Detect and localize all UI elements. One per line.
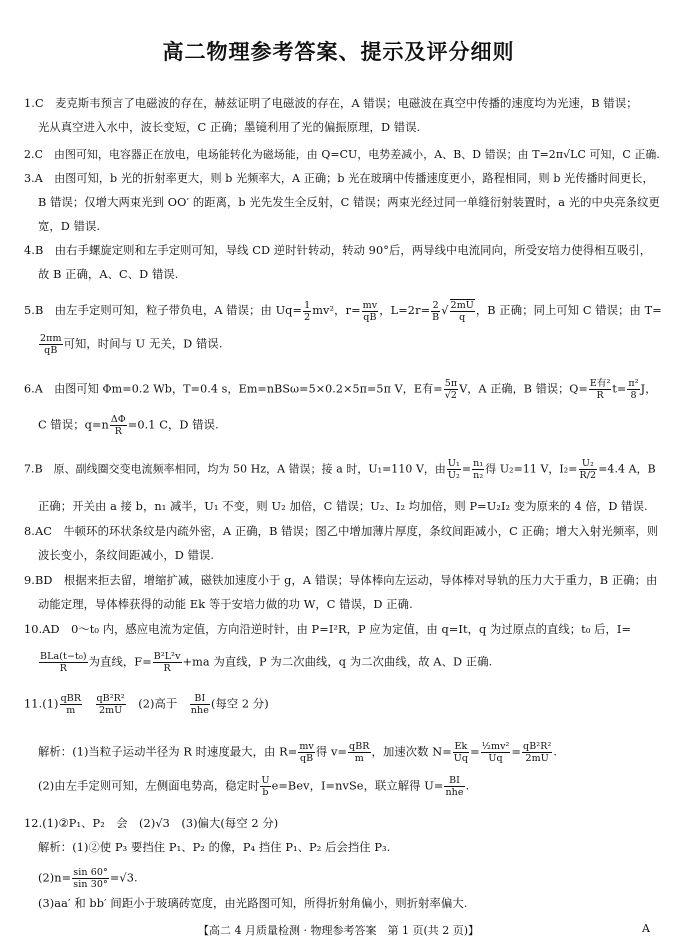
answer-1-line-2: 光从真空进入水中，波长变短，C 正确；墨镜利用了光的偏振原理，D 错误.	[38, 121, 421, 134]
answer-3-line-3: 宽，D 错误.	[38, 220, 101, 233]
text-segment: ，L=2r=	[379, 304, 431, 317]
fraction: $\frac{\text{B²L²v}}{R}$	[153, 651, 181, 674]
answer-6-line-2	[38, 414, 219, 437]
text-segment: =	[470, 745, 480, 759]
text-segment: (2)n=	[38, 871, 72, 885]
text-segment: t=	[612, 382, 627, 396]
fraction: $\frac{\text{qBR}}{m}$	[60, 693, 82, 716]
text-segment: (2)高于	[138, 697, 178, 711]
answer-12-line-1: 12.(1)②P₁、P₂ 会 (2)√3 (3)偏大(每空 2 分)	[24, 817, 279, 830]
text-segment: J，	[640, 382, 657, 396]
answer-11-line-2	[38, 741, 557, 764]
answer-10-line-1: 10.AD 0～t₀ 内，感应电流为定值，方向沿逆时针，由 P=I²R，P 应为定值，由 q=It，q 为过原点的直线；t₀ 后，I=	[24, 623, 632, 636]
answer-7-line-1	[24, 458, 656, 481]
answer-12-line-3	[38, 867, 138, 890]
answer-9-line-1: 9.BD 根据来拒去留，增缩扩减，磁铁加速度小于 g，A 错误；导体棒向左运动，导体棒对导轨的压力大于重力，B 正确；由	[24, 574, 658, 587]
text-segment: 为直线，F=	[88, 655, 152, 669]
text-segment: ，加速次数 N=	[371, 745, 452, 759]
answer-4-line-2: 故 B 正确，A、C、D 错误.	[38, 268, 179, 281]
fraction: $\frac{\text{E有²}}{R}$	[589, 378, 611, 401]
text-segment: 5.B 由左手定则可知，粒子带负电，A 错误；由 Uq=	[24, 304, 303, 317]
answer-5-line-2	[38, 333, 223, 356]
text-segment: 6.A 由图可知 Φm=0.2 Wb，T=0.4 s，Em=nBSω=5×0.2×5π=5π V，E有=	[24, 382, 443, 396]
text-segment: =0.1 C，D 错误.	[127, 418, 219, 432]
fraction: $\frac{1}{2}$	[304, 299, 311, 323]
page-footer: 【高二 4 月质量检测 · 物理参考答案 第 1 页(共 2 页)】	[197, 924, 480, 937]
answer-11-line-1	[24, 693, 269, 716]
paper-version: A	[642, 922, 650, 935]
fraction: $\frac{\sin 60^\circ}{\sin 30^\circ}$	[73, 867, 108, 890]
answer-4-line-1: 4.B 由右手螺旋定则和左手定则可知，导线 CD 逆时针转动，转动 90°后，两导线中电流同向，所受安培力使得相互吸引，	[24, 244, 652, 257]
text-segment: V，A 正确，B 错误；Q=	[459, 382, 588, 396]
answer-8-line-2: 波长变小，条纹间距减小，D 错误.	[38, 549, 215, 562]
text-segment: 解析：(1)当粒子运动半径为 R 时速度最大，由 R=	[38, 745, 298, 759]
fraction: $\frac{5\pi}{√2}$	[444, 378, 458, 401]
answer-1-line-1: 1.C 麦克斯韦预言了电磁波的存在，赫兹证明了电磁波的存在，A 错误；电磁波在真空中传播的速度均为光速，B 错误；	[24, 97, 638, 110]
text-segment: 7.B 原、副线圈交变电流频率相同，均为 50 Hz，A 错误；接 a 时，U₁=110 V，由	[24, 462, 446, 476]
text-segment: 得 U₂=11 V，I₂=	[485, 462, 578, 476]
text-segment: (每空 2 分)	[210, 697, 269, 711]
text-segment: 得 v=	[315, 745, 348, 759]
fraction: $\frac{\text{U₁}}{\text{U₂}}$	[447, 458, 460, 481]
text-segment: C 错误；q=n	[38, 418, 109, 432]
answer-12-line-2: 解析：(1)②使 P₃ 要挡住 P₁、P₂ 的像，P₄ 挡住 P₁、P₂ 后会挡住 P₃.	[38, 841, 391, 854]
fraction: $\frac{\text{qBR}}{m}$	[349, 741, 370, 764]
fraction: $\frac{BI}{\text{nhe}}$	[445, 775, 464, 798]
answer-3-line-1: 3.A 由图可知，b 光的折射率更大，则 b 光频率大，A 正确；b 光在玻璃中传播速度更小，路程相同，则 b 光传播时间更长，	[24, 172, 654, 185]
fraction: $\frac{\Delta\Phi}{R}$	[110, 414, 126, 437]
fraction: $\frac{\text{U₂}}{R/2}$	[579, 458, 597, 481]
fraction: $\frac{BI}{\text{nhe}}$	[190, 693, 209, 716]
fraction: $\frac{2mU}{q}$	[450, 300, 474, 323]
fraction: $\frac{\text{½mv²}}{Uq}$	[481, 741, 510, 764]
fraction: $\frac{mv}{qB}$	[362, 299, 378, 323]
text-segment: +ma 为直线，P 为二次曲线，q 为二次曲线，故 A、D 正确.	[182, 655, 493, 669]
answer-5-line-1	[24, 299, 662, 323]
text-segment: e=Bev，I=nvSe，联立解得 U=	[271, 779, 444, 793]
text-segment: =√3.	[109, 871, 138, 885]
text-segment: .	[465, 779, 470, 793]
answer-6-line-1	[24, 378, 656, 401]
text-segment: (2)由左手定则可知，左侧面电势高，稳定时	[38, 779, 260, 793]
text-segment: .	[553, 745, 558, 759]
fraction: $\frac{mv}{qB}$	[299, 741, 314, 764]
text-segment: ，B 正确；同上可知 C 错误；由 T=	[475, 304, 662, 317]
answer-11-line-3	[38, 775, 469, 798]
page-title: 高二物理参考答案、提示及评分细则	[162, 40, 515, 64]
answer-10-line-2	[38, 651, 492, 674]
fraction: $\frac{2\pi m}{qB}$	[40, 333, 62, 356]
text-segment: mv²，r=	[312, 304, 361, 317]
answer-3-line-2: B 错误；仅增大两束光到 OO′ 的距离，b 光先发生全反射，C 错误；两束光经过同一单缝衍射装置时，a 光的中央亮条纹更	[38, 196, 660, 209]
answer-2-line-1: 2.C 由图可知，电容器正在放电，电场能转化为磁场能，由 Q=CU，电势差减小，A、B、D 错误；由 T=2π√LC 可知，C 正确.	[24, 148, 660, 161]
text-segment: 可知，时间与 U 无关，D 错误.	[63, 337, 223, 351]
text-segment: =	[461, 462, 472, 476]
text-segment: 11.(1)	[24, 697, 59, 711]
answer-7-line-2: 正确；开关由 a 接 b，n₁ 减半，U₁ 不变，则 U₂ 加倍，C 错误；U₂、I₂ 均加倍，则 P=U₂I₂ 变为原来的 4 倍，D 错误.	[38, 500, 648, 513]
answer-12-line-4: (3)aa′ 和 bb′ 间距小于玻璃砖宽度，由光路图可知，所得折射角偏小，则折射率偏大.	[38, 897, 468, 910]
fraction: $\frac{\text{qB²R²}}{2mU}$	[96, 693, 125, 716]
fraction: $\frac{\text{π²}}{8}$	[628, 378, 639, 401]
text-segment: =4.4 A，B	[598, 462, 656, 476]
answer-8-line-1: 8.AC 牛顿环的环状条纹是内疏外密，A 正确，B 错误；图乙中增加薄片厚度，条纹间距减小，C 正确；增大入射光频率，则	[24, 525, 659, 538]
answer-9-line-2: 动能定理，导体棒获得的动能 Ek 等于安培力做的功 W，C 错误，D 正确.	[38, 598, 413, 611]
sqrt-sign: √	[441, 304, 449, 317]
text-segment: =	[511, 745, 522, 759]
fraction: $\frac{U}{b}$	[261, 775, 270, 798]
fraction: $\frac{2}{B}$	[432, 299, 440, 323]
fraction: $\frac{\text{qB²R²}}{2mU}$	[523, 741, 552, 764]
fraction: $\frac{\text{BLa(t−t₀)}}{R}$	[40, 651, 87, 674]
fraction: $\frac{Ek}{Uq}$	[453, 741, 469, 764]
fraction: $\frac{\text{n₁}}{\text{n₂}}$	[473, 458, 484, 481]
